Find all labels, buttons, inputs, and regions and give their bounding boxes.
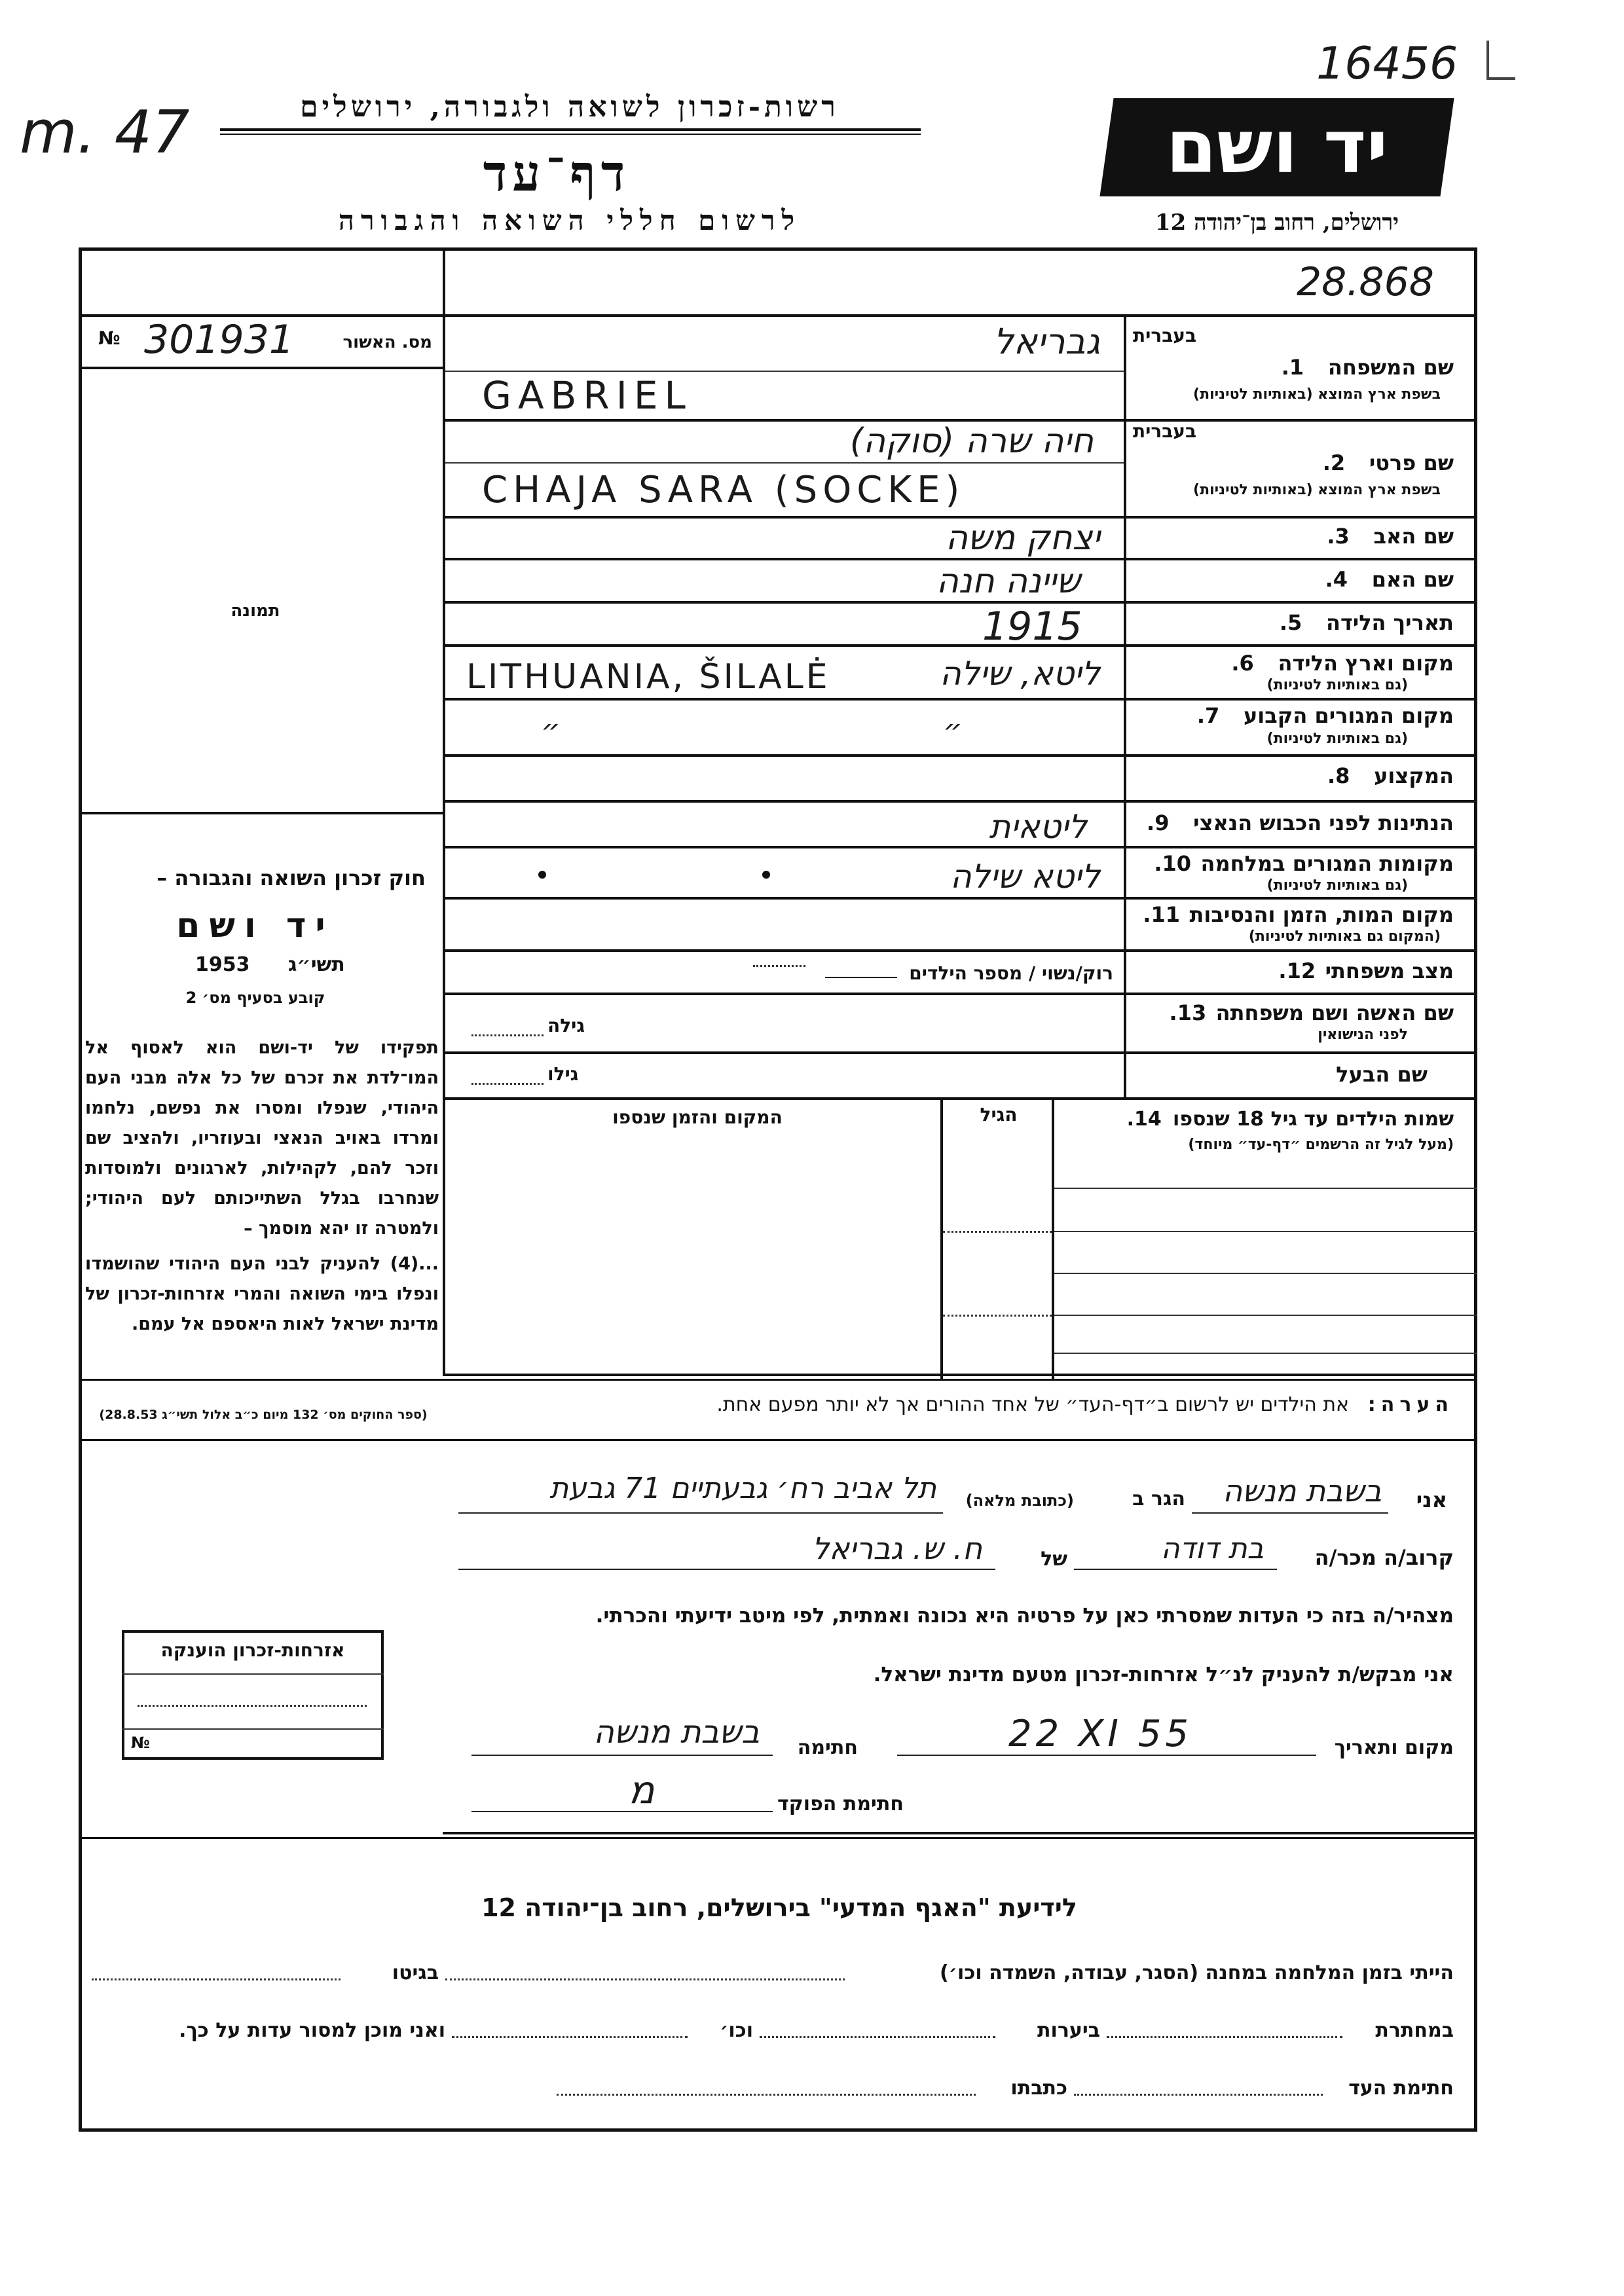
stamp-box-no: № bbox=[131, 1734, 150, 1752]
field-7-number: 7. bbox=[1196, 703, 1220, 728]
husband-age-line bbox=[471, 1083, 544, 1085]
decl-signature-line bbox=[471, 1755, 773, 1756]
field-9-number: 9. bbox=[1147, 811, 1170, 835]
left-panel-divider bbox=[443, 314, 445, 1374]
footer-camp-label: הייתי בזמן המלחמה במחנה (הסגר, עבודה, השמדה וכו׳) bbox=[940, 1961, 1454, 1984]
children-age-dots-1 bbox=[943, 1231, 1052, 1233]
field-6-label-text: מקום וארץ הלידה bbox=[1278, 651, 1454, 676]
decl-name-value: בשבת מנשה bbox=[1223, 1473, 1382, 1508]
field-2-hebrew-tag: בעברית bbox=[1133, 420, 1197, 442]
field-11-label-text: מקום המות, הזמן והנסיבות bbox=[1189, 902, 1454, 927]
field-3-number: 3. bbox=[1327, 524, 1350, 549]
decl-of-line bbox=[458, 1569, 995, 1570]
field-2-sub: בשפת ארץ המוצא (באותיות לטיניות) bbox=[1193, 482, 1441, 498]
field-1-hebrew-value: גבריאל bbox=[993, 321, 1100, 362]
row-line-8 bbox=[443, 800, 1477, 803]
row-line-3 bbox=[443, 558, 1477, 560]
decl-officer-signature: מ bbox=[629, 1768, 655, 1812]
field-8-label bbox=[1133, 763, 1454, 788]
decl-of-value: ח. ש. גבריאל bbox=[812, 1531, 982, 1566]
field-1-hebrew-tag: בעברית bbox=[1133, 325, 1197, 346]
row-line-6 bbox=[443, 698, 1477, 701]
cert-row-line bbox=[79, 367, 443, 369]
footer-etc-line bbox=[452, 2036, 688, 2038]
photo-label: תמונה bbox=[231, 601, 280, 621]
field-7-ditto-left: ״ bbox=[541, 712, 561, 748]
decl-gar-b: הגר ב bbox=[1132, 1487, 1185, 1510]
row-line-9 bbox=[443, 846, 1477, 848]
stamp-box-line-2 bbox=[122, 1728, 384, 1730]
decl-signature-label: חתימה bbox=[797, 1736, 858, 1759]
footer-underground-line bbox=[1107, 2036, 1342, 2038]
footer-address-line bbox=[557, 2094, 976, 2096]
field-6-number: 6. bbox=[1231, 651, 1254, 676]
stamp-box-dots bbox=[138, 1705, 367, 1707]
yad-vashem-logo bbox=[1099, 98, 1454, 196]
footer-title: לידיעת "האגף המדעי" בירושלים, רחוב בן־יהודה 12 bbox=[481, 1893, 1077, 1922]
footer-etc-label: וכו׳ bbox=[720, 2019, 753, 2042]
children-label bbox=[1061, 1108, 1454, 1131]
row-line-10 bbox=[443, 897, 1477, 900]
file-mark: m. 47 bbox=[20, 98, 190, 167]
note-label: הערה: bbox=[1367, 1393, 1454, 1416]
husband-label: שם הבעל bbox=[1336, 1062, 1428, 1087]
field-13-label-text: שם האשה ושם משפחתה bbox=[1215, 1000, 1454, 1025]
top-left-cell-divider bbox=[443, 247, 445, 314]
field-2-hebrew-value: חיה שרה (סוקה) bbox=[849, 422, 1094, 461]
field-1-latin-value: GABRIEL bbox=[482, 373, 692, 418]
children-sub: (מעל לגיל זה הרשמים ״דף-עד״ מיוחד) bbox=[1188, 1137, 1454, 1153]
field-2-number: 2. bbox=[1322, 450, 1346, 475]
footer-camp-line bbox=[445, 1978, 845, 1980]
authority-underline bbox=[220, 128, 921, 131]
field-9-label bbox=[1133, 811, 1454, 835]
row-line-11 bbox=[443, 949, 1477, 952]
stamp-box-line-1 bbox=[122, 1673, 384, 1675]
field-1-label bbox=[1133, 355, 1454, 380]
field-5-number: 5. bbox=[1279, 610, 1302, 635]
field-7-ditto-right: ״ bbox=[943, 712, 963, 748]
footer-witness-sig-label: חתימת העד bbox=[1348, 2077, 1454, 2100]
header-address: ירושלים, רחוב בן־יהודה 12 bbox=[1154, 210, 1399, 236]
field-12-strike bbox=[825, 977, 897, 978]
decl-name-line bbox=[1192, 1512, 1388, 1514]
law-reference: (ספר החוקים מס׳ 132 מיום כ״ב אלול תשי״ג 28.8.53) bbox=[99, 1408, 428, 1422]
decl-of-label: של bbox=[1041, 1548, 1067, 1571]
field-12-number: 12. bbox=[1278, 958, 1316, 983]
decl-address-line bbox=[458, 1512, 943, 1514]
row-line-13 bbox=[443, 1051, 1477, 1054]
children-col-1 bbox=[1052, 1097, 1054, 1379]
law-section: קובע בסעיף מס׳ 2 bbox=[185, 989, 325, 1007]
field-12-label-text: מצב משפחתי bbox=[1325, 958, 1454, 983]
decl-address-value: תל אביב רח׳ גבעתיים 71 גבעת bbox=[549, 1472, 936, 1505]
footer-witness-sig-line bbox=[1074, 2094, 1323, 2096]
field-11-number: 11. bbox=[1143, 902, 1181, 927]
footer-forests-label: ביערות bbox=[1037, 2019, 1100, 2042]
children-row-5 bbox=[1054, 1353, 1477, 1354]
field-9-value: ליטאית bbox=[989, 808, 1087, 846]
row-line-5 bbox=[443, 644, 1477, 647]
law-year: 1953 bbox=[195, 953, 250, 976]
field-7-sub: (גם באותיות לטיניות) bbox=[1266, 731, 1408, 747]
field-10-number: 10. bbox=[1154, 851, 1192, 876]
authority-underline-2 bbox=[220, 134, 921, 135]
field-12-label bbox=[1133, 958, 1454, 983]
field-1-label-text: שם המשפחה bbox=[1327, 355, 1454, 380]
field-13-number: 13. bbox=[1169, 1000, 1207, 1025]
field-10-sub: (גם באותיות לטיניות) bbox=[1266, 877, 1408, 894]
field-1-sub: בשפת ארץ המוצא (באותיות לטיניות) bbox=[1193, 386, 1441, 403]
field-11-sub: (המקום גם באותיות לטיניות) bbox=[1248, 928, 1441, 945]
field-6-sub: (גם באותיות לטיניות) bbox=[1266, 677, 1408, 693]
field-8-number: 8. bbox=[1327, 763, 1350, 788]
footer-forests-line bbox=[760, 2036, 995, 2038]
label-column-divider bbox=[1124, 314, 1126, 1097]
note-bottom-line bbox=[79, 1439, 1477, 1441]
cert-no-symbol: № bbox=[98, 327, 120, 349]
field-12-children-dots bbox=[753, 965, 805, 967]
logo-text: יד ושם bbox=[1166, 105, 1388, 190]
field-13-age-line bbox=[471, 1034, 544, 1036]
note-top-line-2 bbox=[79, 1379, 1477, 1381]
field-9-label-text: הנתינות לפני הכבוש הנאצי bbox=[1193, 811, 1454, 835]
children-label-text: שמות הילדים עד גיל 18 שנספו bbox=[1173, 1108, 1454, 1131]
law-text-2: ...(4) להעניק לבני העם היהודי שהושמדו ונפלו בימי השואה והמרי אזרחות-זכרון של מדינת ישראל לאות היאספם אל עמם. bbox=[85, 1254, 439, 1334]
row-line-7 bbox=[443, 754, 1477, 757]
declaration-bottom-line-2 bbox=[79, 1837, 1477, 1839]
field-3-value: יצחק משה bbox=[945, 519, 1100, 558]
row-line-12 bbox=[443, 993, 1477, 995]
declaration-bottom-line bbox=[443, 1832, 1477, 1834]
children-row-4 bbox=[1054, 1315, 1477, 1316]
registration-number: 28.868 bbox=[1297, 259, 1434, 305]
children-number: 14. bbox=[1126, 1108, 1162, 1131]
field-3-label-text: שם האב bbox=[1373, 524, 1454, 549]
stamp-box-title: אזרחות-זכרון הוענקה bbox=[160, 1639, 345, 1661]
children-col-age: הגיל bbox=[980, 1104, 1018, 1125]
footer-ghetto-line bbox=[92, 1978, 341, 1980]
children-col-2 bbox=[940, 1097, 943, 1379]
decl-request: אני מבקש/ת להעניק לנ״ל אזרחות-זכרון מטעם מדינת ישראל. bbox=[873, 1663, 1454, 1686]
decl-officer-label: חתימת הפוקד bbox=[777, 1793, 904, 1815]
decl-ani: אני bbox=[1416, 1487, 1447, 1512]
field-11-label bbox=[1133, 902, 1454, 927]
field-4-number: 4. bbox=[1325, 567, 1348, 592]
field-5-value: 1915 bbox=[982, 604, 1082, 649]
field-2-label-text: שם פרטי bbox=[1369, 450, 1454, 475]
law-title: חוק זכרון השואה והגבורה – bbox=[157, 866, 426, 890]
ditto-dot-2 bbox=[762, 871, 770, 879]
ditto-dot-1 bbox=[538, 871, 546, 879]
field-13-sub: לפני הנישואין bbox=[1318, 1027, 1408, 1043]
children-row-1 bbox=[1054, 1188, 1477, 1189]
field-2-latin-value: CHAJA SARA (SOCKE) bbox=[482, 469, 965, 511]
authority-name: רשות-זכרון לשואה ולגבורה, ירושלים bbox=[300, 90, 840, 124]
children-row-3 bbox=[1054, 1273, 1477, 1274]
field-6-label bbox=[1133, 651, 1454, 676]
note-top-line bbox=[443, 1374, 1477, 1376]
decl-officer-line bbox=[471, 1811, 773, 1812]
field-2-label bbox=[1133, 450, 1454, 475]
field-7-label-text: מקום המגורים הקבוע bbox=[1243, 703, 1454, 728]
field-13-age-label: גילה bbox=[547, 1015, 585, 1036]
children-age-dots-2 bbox=[943, 1315, 1052, 1317]
cert-number: 301931 bbox=[144, 317, 295, 363]
note-text: את הילדים יש לרשום ב״דף-העד״ של אחד ההורים אך לא יותר מפעם אחת. bbox=[716, 1393, 1350, 1416]
cert-label: מס. האשור bbox=[342, 333, 432, 352]
field-5-label-text: תאריך הלידה bbox=[1325, 610, 1454, 635]
corner-bracket-vertical bbox=[1486, 41, 1489, 80]
field-10-label-text: מקומות המגורים במלחמה bbox=[1200, 851, 1454, 876]
form-title: דף־עד bbox=[483, 144, 631, 202]
footer-ghetto-label: בגיטו bbox=[392, 1961, 439, 1984]
decl-place-date-value: 22 XI 55 bbox=[1008, 1713, 1192, 1755]
footer-testimony-text: ואני מוכן למסור עדות על כך. bbox=[179, 2019, 445, 2042]
decl-statement: מצהיר/ה בזה כי העדות שמסרתי כאן על פרטיה היא נכונה ואמתית, לפי מיטב ידיעתי והכרתי. bbox=[595, 1604, 1454, 1628]
corner-bracket-horizontal bbox=[1486, 77, 1515, 80]
field-10-label bbox=[1133, 851, 1454, 876]
row-line-2a bbox=[445, 462, 1124, 464]
husband-age-label: גילו bbox=[547, 1063, 579, 1085]
decl-signature-value: בשבת מנשה bbox=[593, 1714, 760, 1751]
archive-number: 16456 bbox=[1316, 38, 1458, 90]
field-4-value: שיינה חנה bbox=[936, 562, 1080, 601]
field-1-number: 1. bbox=[1281, 355, 1304, 380]
field-7-label bbox=[1133, 703, 1454, 728]
note-row bbox=[458, 1393, 1454, 1416]
decl-place-date-label: מקום ותאריך bbox=[1334, 1736, 1454, 1759]
row-line-4 bbox=[443, 601, 1477, 604]
photo-box-bottom bbox=[79, 812, 443, 814]
law-text-1: תפקידו של יד-ושם הוא לאסוף אל המו־לדת את זכרם של כל אלה מבני העם היהודי, שנפלו ומסרו את נפשם, נלחמו ומרדו באויב הנאצי ובעוזריו, ולהציב שם וזכר להם, לקהילות, לארגונים ולמוסדות שנחרבו בגלל השתייכותם לעם היהודי; ולמטרה זו יהא מוסמך – bbox=[85, 1038, 439, 1239]
field-6-latin-value: LITHUANIA, ŠILALĖ bbox=[466, 657, 830, 697]
field-5-label bbox=[1133, 610, 1454, 635]
field-3-label bbox=[1133, 524, 1454, 549]
children-col-place: המקום והזמן שנספו bbox=[612, 1106, 783, 1128]
decl-address-label: (כתובת מלאה) bbox=[965, 1491, 1074, 1510]
footer-address-label: כתבתו bbox=[1010, 2077, 1067, 2100]
decl-relation-line bbox=[1074, 1569, 1277, 1570]
field-4-label bbox=[1133, 567, 1454, 592]
decl-relation-value: בת דודה bbox=[1160, 1532, 1264, 1565]
field-4-label-text: שם האם bbox=[1371, 567, 1454, 592]
children-row-2 bbox=[1054, 1231, 1477, 1232]
field-13-label bbox=[1133, 1000, 1454, 1025]
field-8-label-text: המקצוע bbox=[1374, 763, 1454, 788]
law-year-hebrew: תשי״ג bbox=[288, 953, 345, 976]
law-name: יד ושם bbox=[176, 906, 335, 945]
field-6-value: ליטא, שילה bbox=[940, 655, 1100, 693]
footer-underground-label: במחתרת bbox=[1375, 2019, 1454, 2042]
field-10-value: ליטא שילה bbox=[950, 858, 1100, 896]
row-line-husband bbox=[443, 1097, 1477, 1100]
decl-relation-label: קרוב/ה מכר/ה bbox=[1314, 1545, 1454, 1570]
row-line-1a bbox=[445, 371, 1124, 372]
field-12-value: רוק/נשוי / מספר הילדים bbox=[909, 962, 1113, 984]
form-subtitle: לרשום חללי השואה והגבורה bbox=[338, 204, 802, 236]
